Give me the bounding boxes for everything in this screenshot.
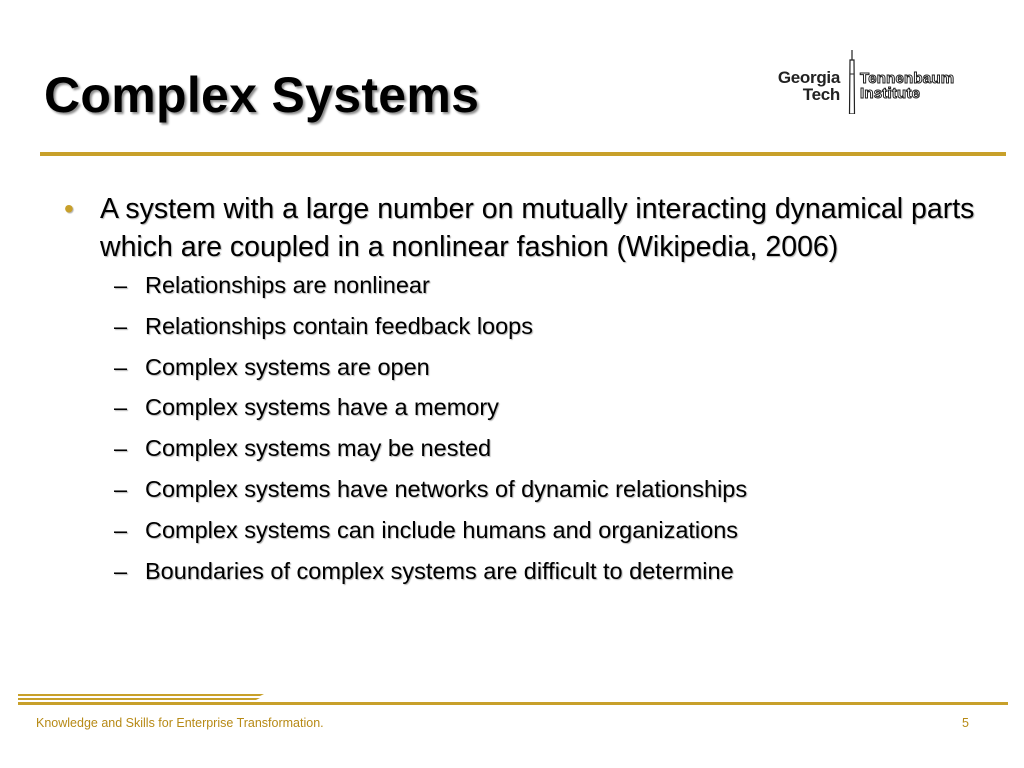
logo-line-georgia: Georgia [777, 68, 840, 87]
sub-bullet [64, 515, 994, 545]
dash-icon: – [114, 394, 128, 421]
dash-icon: – [114, 435, 128, 462]
sub-bullet [64, 352, 994, 382]
main-bullet [64, 190, 994, 266]
tech-tower-icon [846, 50, 858, 114]
bullet-dot-icon: • [64, 193, 74, 224]
sub-bullet-text: Relationships contain feedback loops [145, 312, 534, 339]
logo-line-tennenbaum: Tennenbaum [860, 70, 955, 87]
sub-bullet-text: Complex systems can include humans and organizations [145, 516, 739, 543]
sub-bullet-text: Complex systems have a memory [145, 394, 499, 421]
dash-icon: – [114, 312, 128, 339]
sub-bullet [64, 433, 994, 463]
title-divider [40, 152, 1006, 156]
sub-bullet [64, 311, 994, 341]
dash-icon: – [114, 272, 128, 298]
sub-bullet-text: Complex systems are open [145, 353, 430, 380]
sub-bullet [64, 392, 994, 422]
dash-icon: – [114, 557, 128, 584]
sub-bullet-text: Complex systems may be nested [145, 435, 492, 462]
georgia-tech-tennenbaum-logo [758, 50, 986, 116]
logo-georgia-tech-text [778, 69, 840, 103]
main-bullet-text: A system with a large number on mutually interacting dynamical parts which are coupled in a nonlinear fashion (Wikipedia, 2006) [100, 193, 975, 263]
sub-bullet [64, 556, 994, 586]
footer-tagline: Knowledge and Skills for Enterprise Transformation. [36, 716, 324, 730]
logo-line-institute: Institute [860, 85, 921, 102]
sub-bullet [64, 474, 994, 504]
sub-bullet-text: Boundaries of complex systems are difficult to determine [145, 557, 734, 584]
sub-bullet-text: Relationships are nonlinear [145, 272, 430, 298]
dash-icon: – [114, 475, 128, 502]
dash-icon: – [114, 353, 128, 380]
slide-title: Complex Systems [44, 67, 480, 123]
logo-line-tech: Tech [802, 85, 840, 104]
sub-bullet-text: Complex systems have networks of dynamic relationships [145, 475, 748, 502]
slide-body [64, 190, 994, 596]
sub-bullet [64, 270, 994, 300]
logo-tennenbaum-institute-text [860, 71, 954, 101]
footer-stripe-decoration [18, 692, 1008, 708]
dash-icon: – [114, 516, 128, 543]
page-number: 5 [962, 716, 969, 730]
sub-bullet-list [64, 270, 994, 586]
